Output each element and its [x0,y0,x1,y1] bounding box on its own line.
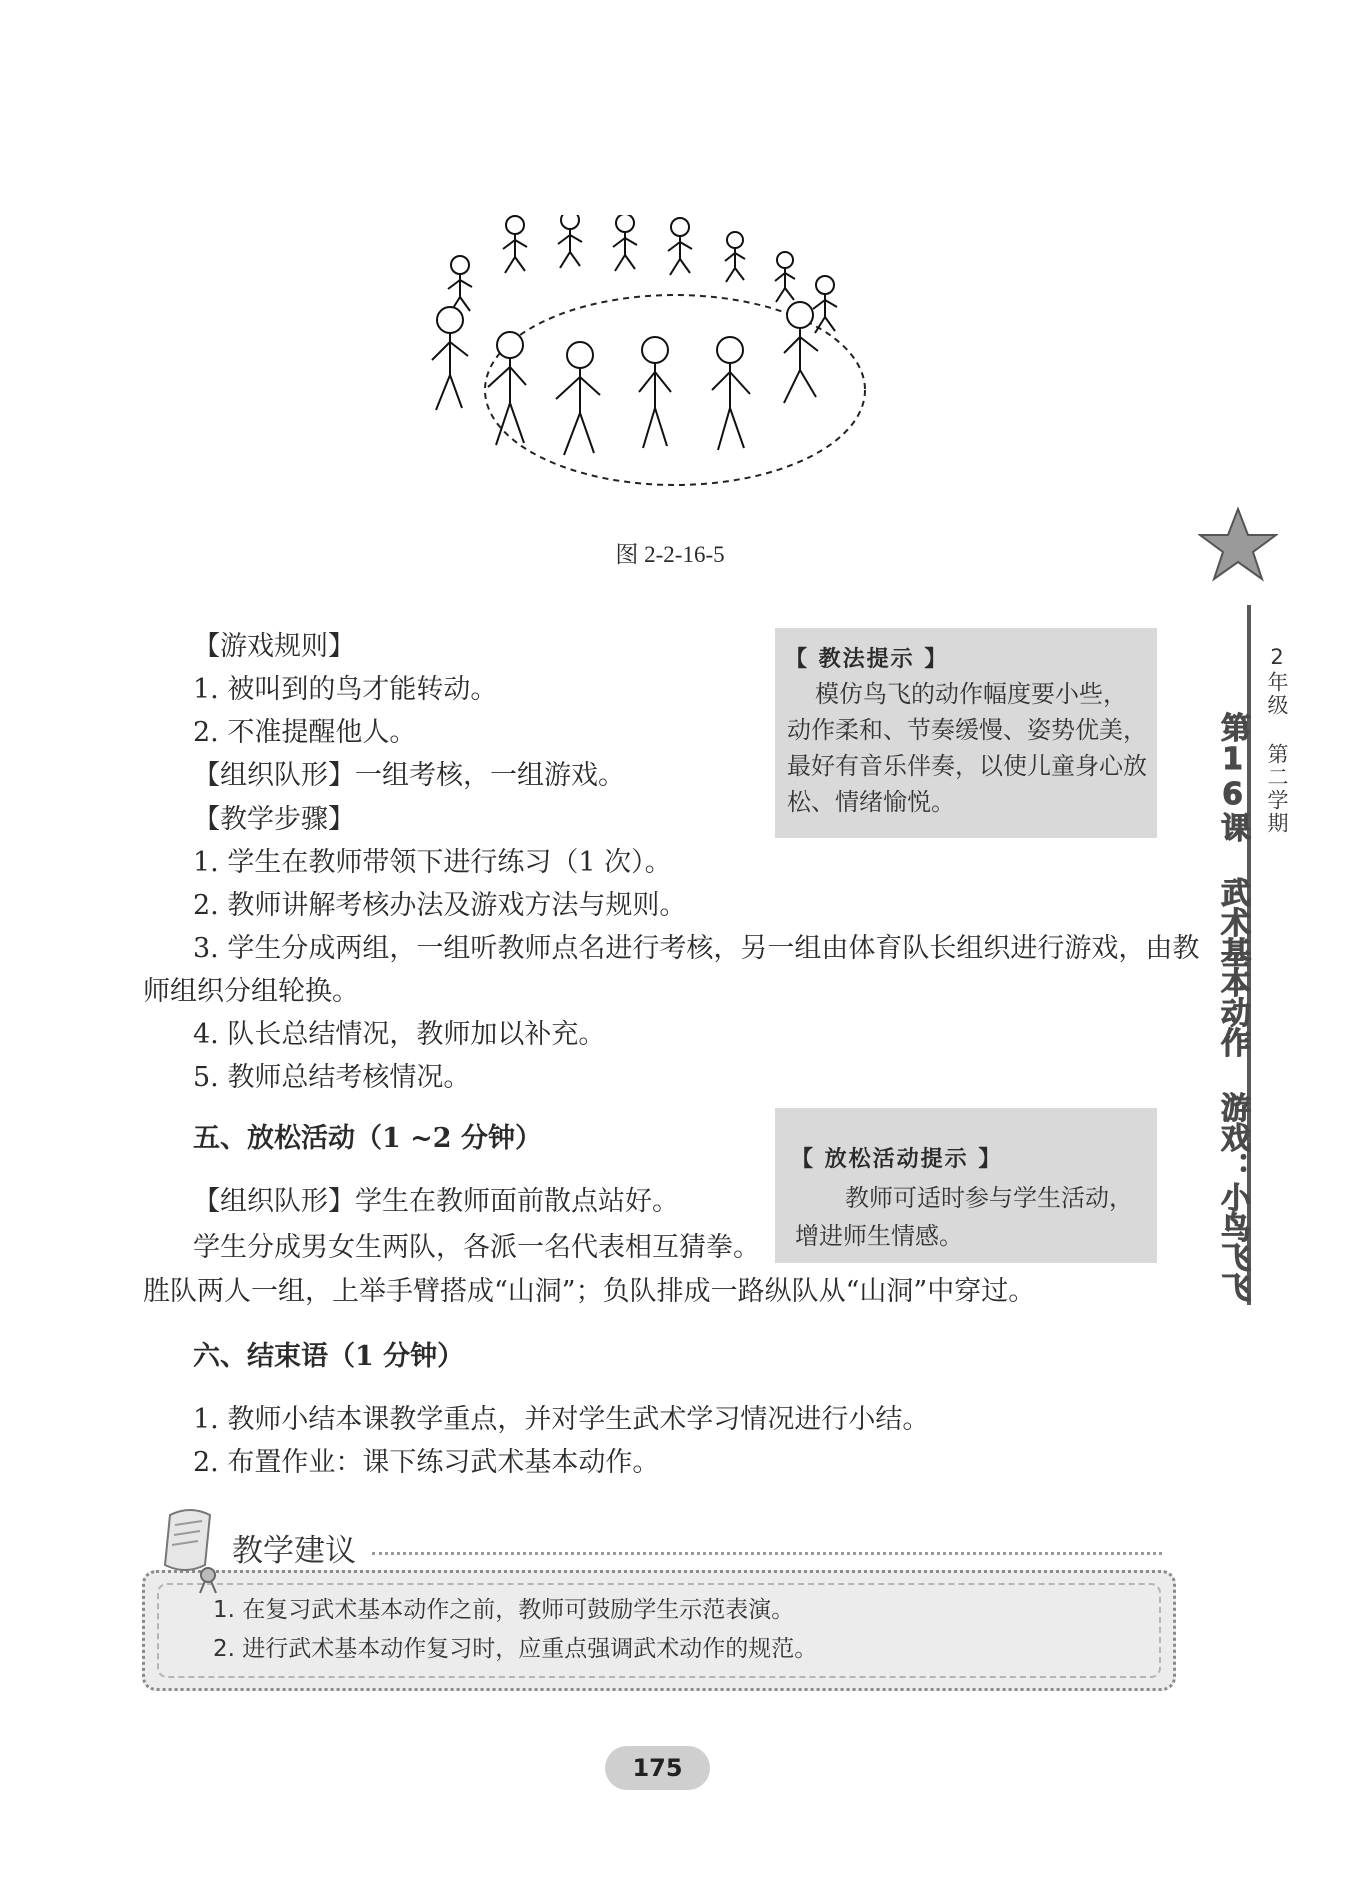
closing-heading: 六、结束语（1 分钟） [193,1341,465,1372]
relax-tip-line-1: 教师可适时参与学生活动， [845,1184,1133,1212]
step-4: 4. 队长总结情况，教师加以补充。 [193,1019,606,1050]
teaching-suggestion-box [142,1570,1176,1691]
teaching-tip-line-2: 动作柔和、节奏缓慢、姿势优美， [787,716,1147,744]
formation-text: 【组织队形】一组考核，一组游戏。 [193,760,625,791]
teaching-tip-box [775,628,1157,838]
figure-caption: 图 2-2-16-5 [615,542,725,567]
step-3-line-2: 师组织分组轮换。 [143,976,359,1007]
suggestion-item-2: 2. 进行武术基本动作复习时，应重点强调武术动作的规范。 [213,1636,818,1662]
relax-text-1: 学生分成男女生两队，各派一名代表相互猜拳。 [193,1232,760,1263]
step-1: 1. 学生在教师带领下进行练习（1 次）。 [193,847,672,878]
page-number: 175 [632,1754,683,1782]
suggestion-title: 教学建议 [232,1533,356,1569]
teaching-tip-title: 【 教法提示 】 [785,647,949,672]
rule-2: 2. 不准提醒他人。 [193,717,417,748]
step-3-line-1: 3. 学生分成两组，一组听教师点名进行考核，另一组由体育队长组织进行游戏，由教 [193,933,1200,964]
children-circle-illustration [430,215,900,520]
teaching-tip-line-1: 模仿鸟飞的动作幅度要小些， [815,680,1127,708]
side-lesson-title: 第16课 武术基本动作 游戏：小鸟飞飞 [1215,712,1250,1302]
game-rules-title: 【游戏规则】 [193,631,355,662]
rule-1: 1. 被叫到的鸟才能转动。 [193,674,498,705]
step-5: 5. 教师总结考核情况。 [193,1062,471,1093]
teaching-tip-line-4: 松、情绪愉悦。 [787,788,955,816]
steps-title: 【教学步骤】 [193,804,355,835]
teaching-tip-line-3: 最好有音乐伴奏，以使儿童身心放 [787,752,1147,780]
star-icon [1198,505,1278,585]
closing-item-1: 1. 教师小结本课教学重点，并对学生武术学习情况进行小结。 [193,1404,930,1435]
step-2: 2. 教师讲解考核办法及游戏方法与规则。 [193,890,687,921]
relax-formation: 【组织队形】学生在教师面前散点站好。 [193,1186,679,1217]
suggestion-title-rule [372,1552,1162,1555]
suggestion-item-1: 1. 在复习武术基本动作之前，教师可鼓励学生示范表演。 [213,1597,795,1623]
relax-text-2: 胜队两人一组，上举手臂搭成“山洞”；负队排成一路纵队从“山洞”中穿过。 [143,1276,1036,1307]
relax-tip-title: 【 放松活动提示 】 [791,1147,1003,1172]
relax-heading: 五、放松活动（1 ~2 分钟） [193,1123,542,1154]
scroll-icon [150,1505,230,1595]
relax-tip-box [775,1108,1157,1263]
relax-tip-line-2: 增进师生情感。 [795,1222,963,1250]
side-grade-label: 2年级 第二学期 [1265,645,1289,835]
closing-item-2: 2. 布置作业：课下练习武术基本动作。 [193,1447,660,1478]
